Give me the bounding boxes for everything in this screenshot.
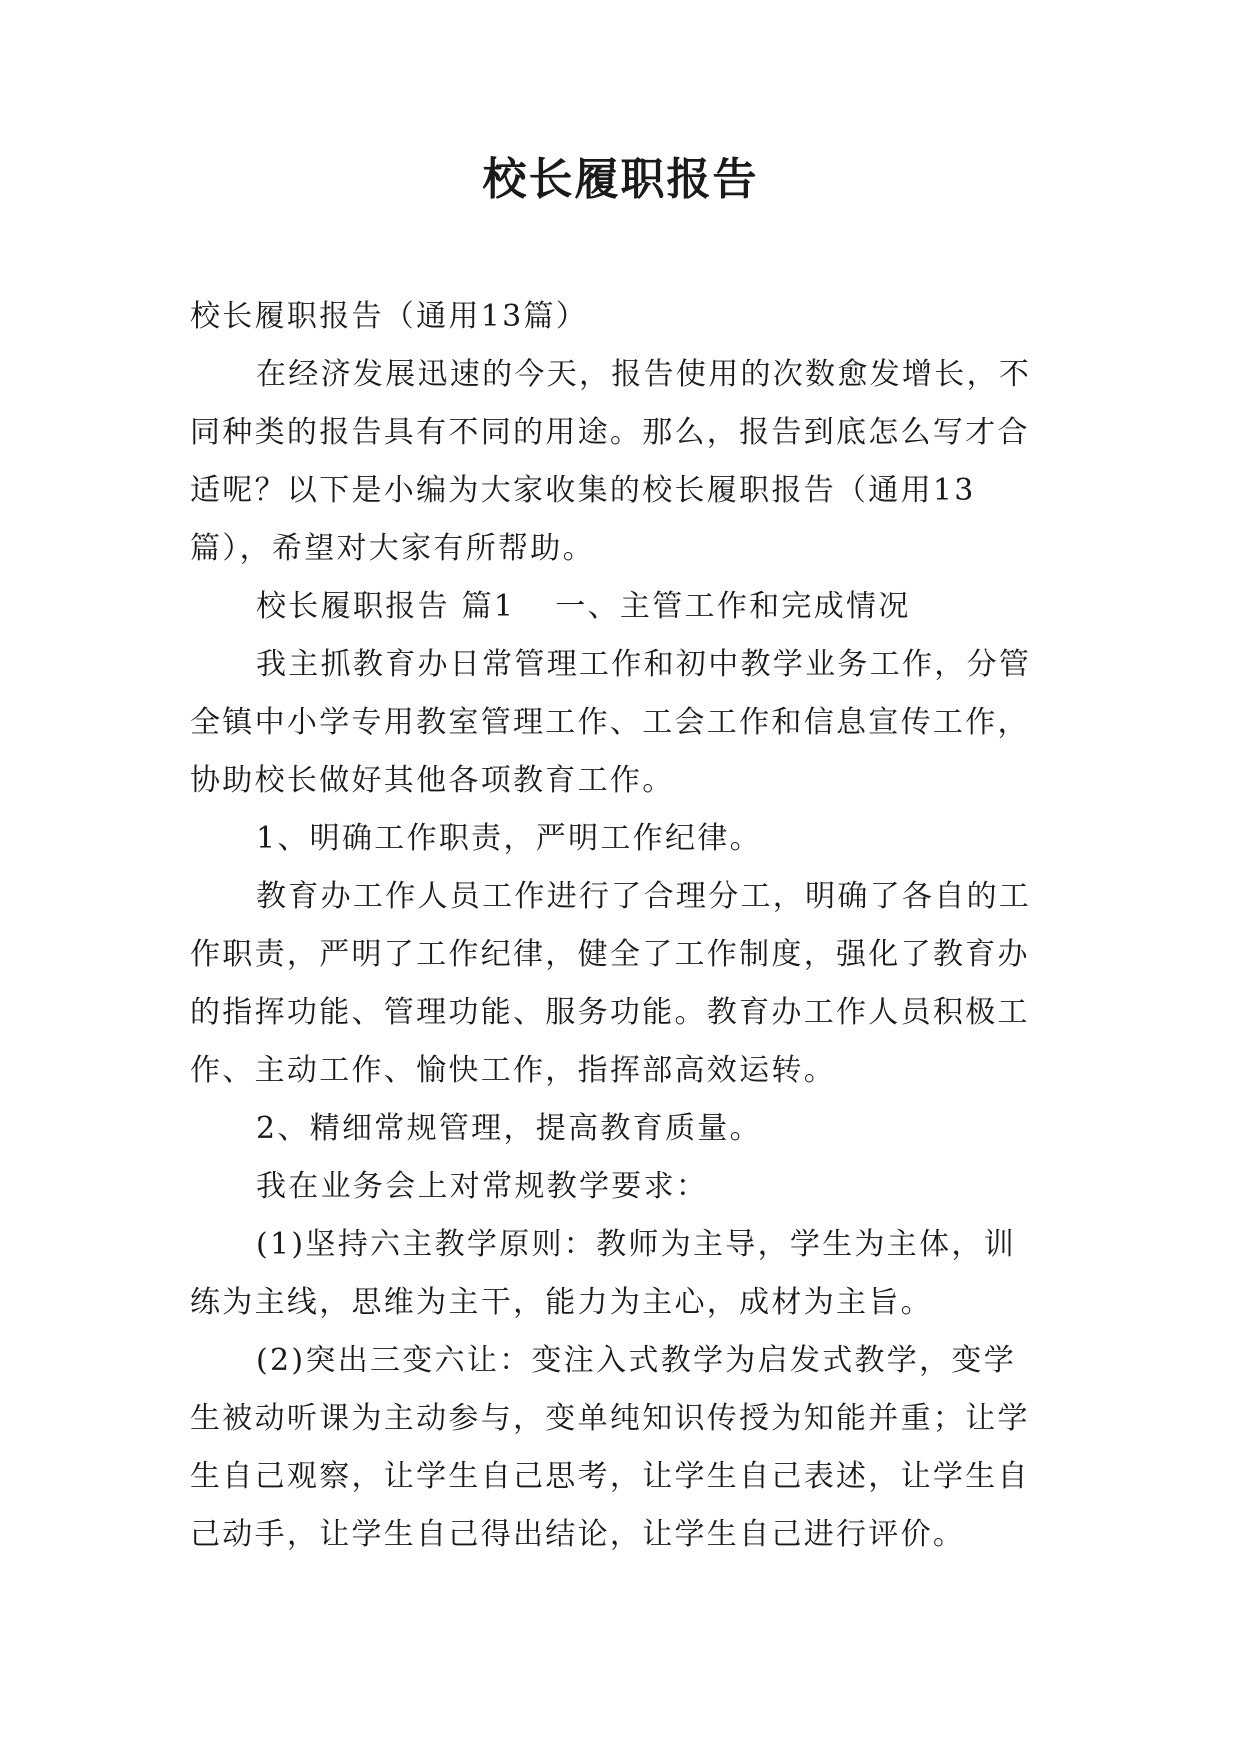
paragraph-principle-2: (2)突出三变六让：变注入式教学为启发式教学，变学生被动听课为主动参与，变单纯知识传授为知能并重；让学生自己观察，让学生自己思考，让学生自己表述，让学生自己动手，让学生自己得出结论，让学生自己进行评价。	[190, 1343, 1030, 1552]
part-label: 校长履职报告 篇1	[256, 589, 516, 624]
document-subtitle: 校长履职报告（通用13篇）	[190, 299, 589, 334]
section-heading: 一、主管工作和完成情况	[555, 589, 911, 624]
paragraph-requirements-intro: 我在业务会上对常规教学要求：	[256, 1169, 709, 1204]
subheading-2: 2、精细常规管理，提高教育质量。	[256, 1111, 762, 1146]
paragraph-duties: 教育办工作人员工作进行了合理分工，明确了各自的工作职责，严明了工作纪律，健全了工作制度，强化了教育办的指挥功能、管理功能、服务功能。教育办工作人员积极工作、主动工作、愉快工作，指挥部高效运转。	[190, 879, 1032, 1088]
document-body	[190, 288, 1048, 1564]
intro-paragraph: 在经济发展迅速的今天，报告使用的次数愈发增长，不同种类的报告具有不同的用途。那么，报告到底怎么写才合适呢？以下是小编为大家收集的校长履职报告（通用13篇），希望对大家有所帮助。	[190, 357, 1032, 566]
part-heading-line	[190, 578, 1048, 636]
subheading-1: 1、明确工作职责，严明工作纪律。	[256, 821, 762, 856]
paragraph-responsibilities: 我主抓教育办日常管理工作和初中教学业务工作，分管全镇中小学专用教室管理工作、工会工作和信息宣传工作，协助校长做好其他各项教育工作。	[190, 647, 1032, 798]
paragraph-principle-1: (1)坚持六主教学原则：教师为主导，学生为主体，训练为主线，思维为主干，能力为主心，成材为主旨。	[190, 1227, 1016, 1320]
document-title: 校长履职报告	[482, 154, 759, 205]
